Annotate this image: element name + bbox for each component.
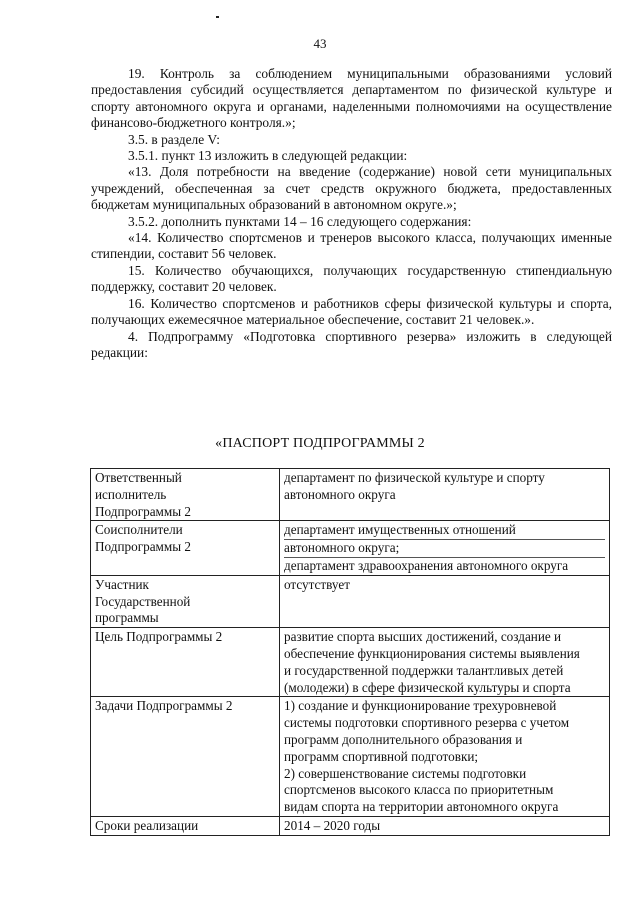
row-value-line: департамент здравоохранения автономного округа bbox=[284, 557, 569, 573]
row-value-line: программ дополнительного образования и bbox=[284, 731, 523, 747]
row-label-cell bbox=[91, 697, 280, 817]
row-value-cell bbox=[280, 469, 610, 521]
row-value-cell bbox=[280, 521, 610, 575]
paragraph-14: «14. Количество спортсменов и тренеров высокого класса, получающих именные стипендии, составит 56 человек. bbox=[91, 230, 612, 262]
row-label-cell bbox=[91, 469, 280, 521]
passport-table bbox=[90, 468, 610, 836]
paragraph-4: 4. Подпрограмму «Подготовка спортивного резерва» изложить в следующей редакции: bbox=[91, 328, 612, 360]
row-label-line: Государственной bbox=[95, 593, 191, 609]
row-value-line: спортсменов высокого класса по приоритетным bbox=[284, 782, 554, 798]
row-value-line: департамент имущественных отношений bbox=[284, 522, 605, 540]
row-value-line: отсутствует bbox=[284, 576, 350, 592]
row-value-cell bbox=[280, 816, 610, 835]
paragraph-3-5: 3.5. в разделе V: bbox=[128, 131, 220, 147]
row-value-line: автономного округа; bbox=[284, 540, 605, 558]
page-number: 43 bbox=[313, 36, 327, 51]
row-value-cell bbox=[280, 575, 610, 627]
row-label-line: Участник bbox=[95, 576, 149, 592]
row-value-cell bbox=[280, 628, 610, 697]
table-row bbox=[91, 575, 610, 627]
table-row bbox=[91, 469, 610, 521]
row-value-line: (молодежи) в сфере физической культуры и спорта bbox=[284, 679, 571, 695]
table-row bbox=[91, 521, 610, 575]
row-label-line: программы bbox=[95, 610, 159, 626]
table-row bbox=[91, 816, 610, 835]
row-value-line: автономного округа bbox=[284, 486, 396, 502]
row-label-line: Подпрограммы 2 bbox=[95, 503, 191, 519]
paragraph-16: 16. Количество спортсменов и работников сферы физической культуры и спорта, получающих ежемесячное материальное обеспечение, составит 21 человек.». bbox=[91, 295, 612, 328]
table-row bbox=[91, 628, 610, 697]
body-text bbox=[91, 66, 612, 361]
row-value-cell bbox=[280, 697, 610, 817]
row-label-cell bbox=[91, 521, 280, 575]
row-value-line: видам спорта на территории автономного округа bbox=[284, 799, 559, 815]
row-label-cell bbox=[91, 575, 280, 627]
row-value-line: 2) совершенствование системы подготовки bbox=[284, 765, 527, 781]
row-value-line: 1) создание и функционирование трехуровневой bbox=[284, 698, 557, 714]
paragraph-3-5-2: 3.5.2. дополнить пунктами 14 – 16 следующего содержания: bbox=[128, 213, 472, 229]
passport-title: «ПАСПОРТ ПОДПРОГРАММЫ 2 bbox=[215, 436, 425, 451]
row-label-cell bbox=[91, 628, 280, 697]
table-row bbox=[91, 697, 610, 817]
row-value-line: развитие спорта высших достижений, создание и bbox=[284, 629, 562, 645]
row-value-line: департамент по физической культуре и спорту bbox=[284, 470, 545, 485]
row-label-line: Задачи Подпрограммы 2 bbox=[95, 698, 233, 714]
row-label-line: Подпрограммы 2 bbox=[95, 539, 191, 555]
row-label-cell bbox=[91, 816, 280, 835]
row-value-line: 2014 – 2020 годы bbox=[284, 817, 381, 833]
row-label-line: Цель Подпрограммы 2 bbox=[95, 629, 223, 645]
row-value-line: и государственной поддержки талантливых детей bbox=[284, 662, 564, 678]
paragraph-13: «13. Доля потребности на введение (содержание) новой сети муниципальных учреждений, обеспеченная за счет средств окружного бюджета, предоставленных бюджетам муниципальных образований в автономном округе.»; bbox=[91, 164, 612, 213]
row-label-line: Сроки реализации bbox=[95, 817, 199, 833]
paragraph-3-5-1: 3.5.1. пункт 13 изложить в следующей редакции: bbox=[128, 148, 408, 164]
row-value-line: обеспечение функционирования системы выявления bbox=[284, 645, 580, 661]
row-label-line: исполнитель bbox=[95, 486, 167, 502]
scan-mark bbox=[216, 16, 219, 18]
row-value-line: программ спортивной подготовки; bbox=[284, 748, 479, 764]
row-label-line: Ответственный bbox=[95, 470, 182, 485]
paragraph-19: 19. Контроль за соблюдением муниципальными образованиями условий предоставления субсидий осуществляется департаментом по физической культуре и спорту автономного округа и органами, наделенными полномочиями на осуществление финансово-бюджетного контроля.»; bbox=[91, 66, 612, 131]
row-label-line: Соисполнители bbox=[95, 522, 183, 538]
row-value-line: системы подготовки спортивного резерва с учетом bbox=[284, 715, 570, 731]
paragraph-15: 15. Количество обучающихся, получающих государственную стипендиальную поддержку, составит 20 человек. bbox=[91, 262, 612, 295]
